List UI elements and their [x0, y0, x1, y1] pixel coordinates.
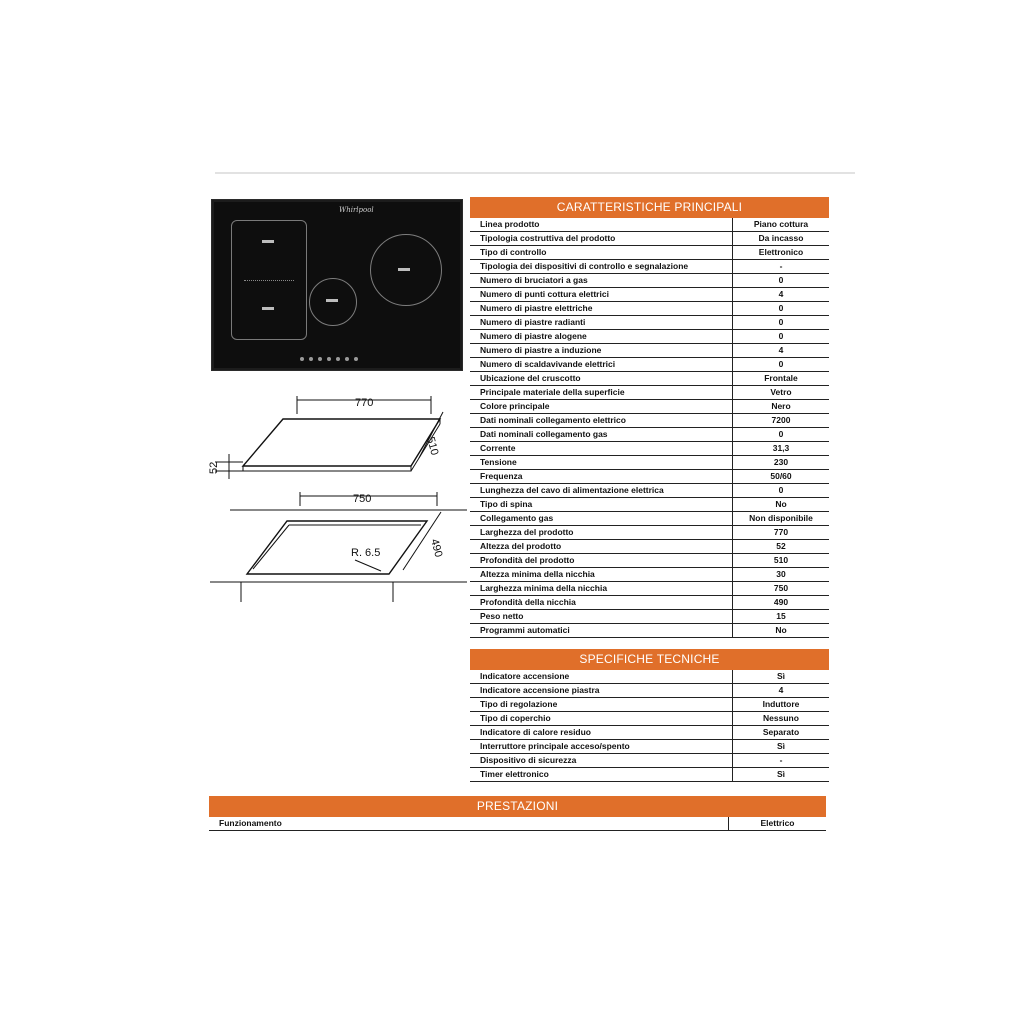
table-row [470, 344, 829, 358]
dim-height: 52 [208, 461, 220, 474]
row-label: Tipo di controllo [470, 246, 733, 260]
row-label: Altezza minima della nicchia [470, 568, 733, 582]
table-row [470, 400, 829, 414]
row-label: Dispositivo di sicurezza [470, 754, 733, 768]
row-value: Elettronico [733, 246, 830, 260]
table-row [470, 712, 829, 726]
table-row [470, 330, 829, 344]
row-label: Programmi automatici [470, 624, 733, 638]
table-row [470, 372, 829, 386]
row-label: Principale materiale della superficie [470, 386, 733, 400]
touch-control-panel [300, 348, 378, 354]
row-value: 4 [733, 344, 830, 358]
row-label: Dati nominali collegamento gas [470, 428, 733, 442]
table-row [470, 246, 829, 260]
row-value: 31,3 [733, 442, 830, 456]
row-value: 50/60 [733, 470, 830, 484]
row-label: Dati nominali collegamento elettrico [470, 414, 733, 428]
table-row [470, 358, 829, 372]
table-row [470, 302, 829, 316]
row-label: Indicatore accensione piastra [470, 684, 733, 698]
row-label: Numero di piastre elettriche [470, 302, 733, 316]
table-row [470, 316, 829, 330]
small-cooking-ring [309, 278, 357, 326]
row-label: Collegamento gas [470, 512, 733, 526]
row-label: Indicatore accensione [470, 670, 733, 684]
row-label: Numero di punti cottura elettrici [470, 288, 733, 302]
cooktop-image [211, 199, 463, 371]
zone-marker [398, 268, 410, 271]
table-row [470, 386, 829, 400]
table-row [470, 554, 829, 568]
row-label: Tipo di regolazione [470, 698, 733, 712]
main-features-table [470, 218, 829, 638]
row-label: Tensione [470, 456, 733, 470]
technical-specs-table [470, 670, 829, 782]
dim-top-width: 770 [355, 397, 374, 409]
brand-logo: Whirlpool [339, 206, 374, 214]
table-row [209, 817, 826, 831]
table-row [470, 470, 829, 484]
row-label: Corrente [470, 442, 733, 456]
table-row [470, 526, 829, 540]
row-label: Frequenza [470, 470, 733, 484]
row-label: Interruttore principale acceso/spento [470, 740, 733, 754]
row-value: 0 [733, 316, 830, 330]
technical-specs-section [470, 649, 829, 782]
dim-top-depth: 510 [424, 435, 441, 457]
row-value: - [733, 260, 830, 274]
row-label: Colore principale [470, 400, 733, 414]
row-value: Separato [733, 726, 830, 740]
row-value: - [733, 754, 830, 768]
zone-split-line [244, 280, 294, 281]
row-value: Piano cottura [733, 218, 830, 232]
table-row [470, 684, 829, 698]
dimension-drawing [205, 382, 467, 612]
row-value: Nero [733, 400, 830, 414]
row-value: 30 [733, 568, 830, 582]
table-row [470, 698, 829, 712]
row-value: 7200 [733, 414, 830, 428]
row-value: 0 [733, 428, 830, 442]
main-features-section [470, 197, 829, 638]
row-value: 770 [733, 526, 830, 540]
table-row [470, 484, 829, 498]
row-value: Sì [733, 670, 830, 684]
row-label: Larghezza minima della nicchia [470, 582, 733, 596]
row-value: 0 [733, 484, 830, 498]
row-label: Tipologia dei dispositivi di controllo e segnalazione [470, 260, 733, 274]
row-value: Sì [733, 768, 830, 782]
top-divider [215, 172, 855, 174]
row-value: No [733, 624, 830, 638]
performance-section [209, 796, 826, 831]
row-label: Numero di piastre a induzione [470, 344, 733, 358]
row-label: Linea prodotto [470, 218, 733, 232]
row-label: Ubicazione del cruscotto [470, 372, 733, 386]
row-value: 52 [733, 540, 830, 554]
zone-marker [326, 299, 338, 302]
main-features-header: CARATTERISTICHE PRINCIPALI [470, 197, 829, 218]
row-value: 230 [733, 456, 830, 470]
table-row [470, 740, 829, 754]
table-row [470, 754, 829, 768]
zone-marker [262, 307, 274, 310]
dim-cutout-width: 750 [353, 493, 372, 505]
table-row [470, 582, 829, 596]
row-label: Profondità della nicchia [470, 596, 733, 610]
table-row [470, 498, 829, 512]
row-value: Elettrico [729, 817, 827, 831]
table-row [470, 442, 829, 456]
row-value: 4 [733, 288, 830, 302]
table-row [470, 456, 829, 470]
dim-cutout-depth: 490 [428, 537, 445, 559]
table-row [470, 540, 829, 554]
table-row [470, 568, 829, 582]
row-value: 4 [733, 684, 830, 698]
row-value: 0 [733, 302, 830, 316]
row-label: Tipo di coperchio [470, 712, 733, 726]
row-label: Indicatore di calore residuo [470, 726, 733, 740]
row-value: Da incasso [733, 232, 830, 246]
table-row [470, 726, 829, 740]
table-row [470, 512, 829, 526]
performance-header: PRESTAZIONI [209, 796, 826, 817]
table-row [470, 232, 829, 246]
table-row [470, 596, 829, 610]
row-value: Nessuno [733, 712, 830, 726]
row-value: Vetro [733, 386, 830, 400]
table-row [470, 610, 829, 624]
row-value: 15 [733, 610, 830, 624]
row-value: 750 [733, 582, 830, 596]
row-label: Funzionamento [209, 817, 729, 831]
table-row [470, 768, 829, 782]
row-label: Numero di bruciatori a gas [470, 274, 733, 288]
row-label: Numero di scaldavivande elettrici [470, 358, 733, 372]
row-value: 0 [733, 330, 830, 344]
table-row [470, 260, 829, 274]
row-label: Altezza del prodotto [470, 540, 733, 554]
row-label: Peso netto [470, 610, 733, 624]
row-label: Timer elettronico [470, 768, 733, 782]
table-row [470, 414, 829, 428]
row-value: 490 [733, 596, 830, 610]
row-label: Larghezza del prodotto [470, 526, 733, 540]
row-value: Frontale [733, 372, 830, 386]
table-row [470, 428, 829, 442]
row-value: 510 [733, 554, 830, 568]
technical-specs-header: SPECIFICHE TECNICHE [470, 649, 829, 670]
table-row [470, 670, 829, 684]
table-row [470, 218, 829, 232]
table-row [470, 274, 829, 288]
dim-radius: R. 6.5 [351, 547, 381, 559]
row-label: Profondità del prodotto [470, 554, 733, 568]
flexi-cooking-zone [231, 220, 307, 340]
table-row [470, 288, 829, 302]
row-label: Numero di piastre radianti [470, 316, 733, 330]
row-value: 0 [733, 358, 830, 372]
row-label: Lunghezza del cavo di alimentazione elettrica [470, 484, 733, 498]
row-value: No [733, 498, 830, 512]
zone-marker [262, 240, 274, 243]
row-value: Non disponibile [733, 512, 830, 526]
performance-table [209, 817, 826, 831]
row-value: Sì [733, 740, 830, 754]
row-value: 0 [733, 274, 830, 288]
table-row [470, 624, 829, 638]
row-label: Tipo di spina [470, 498, 733, 512]
row-value: Induttore [733, 698, 830, 712]
row-label: Tipologia costruttiva del prodotto [470, 232, 733, 246]
row-label: Numero di piastre alogene [470, 330, 733, 344]
